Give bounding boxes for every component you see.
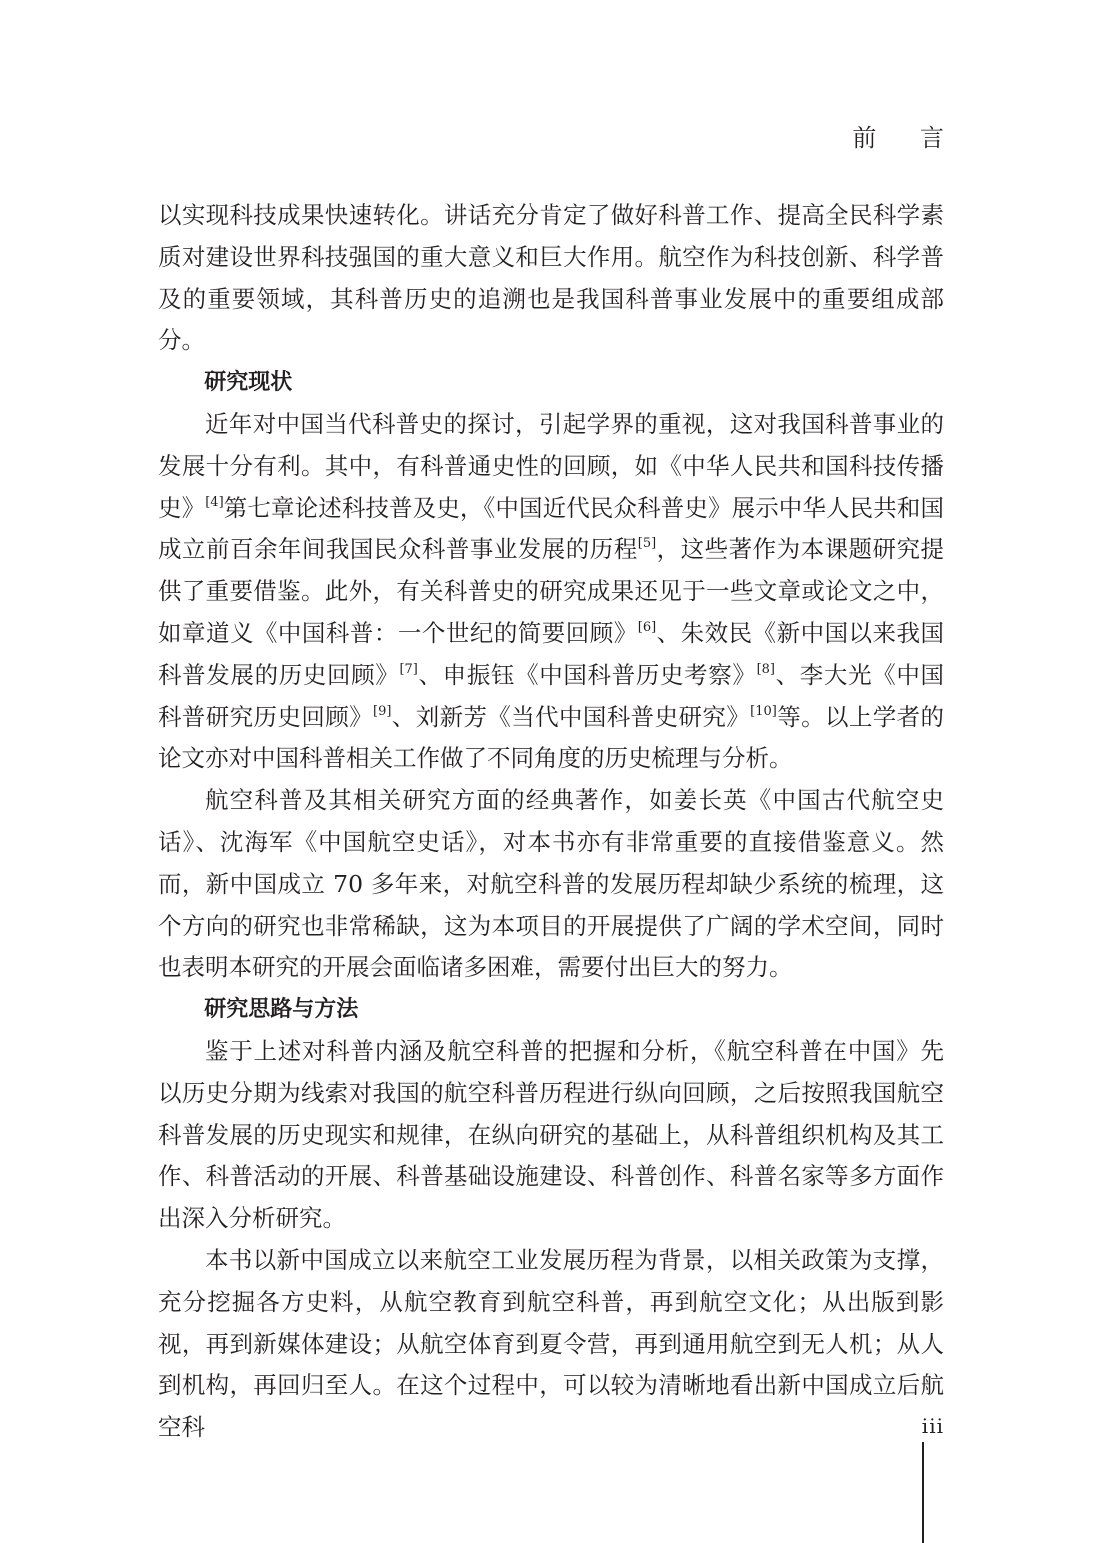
text-segment: 、朱效民《新中国以来我国科普发展的历史回顾》	[158, 618, 945, 689]
text-segment: 第七章论述科技普及史，《中国近代民众科普史》展示中华人民共和国成立前百余年间我国民众科普事业发展的历程	[158, 493, 945, 564]
section-heading-research-approach: 研究思路与方法	[204, 997, 359, 1023]
paragraph-research-status	[158, 404, 944, 780]
citation-ref-7: [7]	[399, 661, 418, 677]
citation-ref-4: [4]	[205, 494, 224, 510]
citation-ref-9: [9]	[373, 703, 392, 719]
text-segment: ，这些著作为本课题研究提供了重要借鉴。此外，有关科普史的研究成果还见于一些文章或论文之中，如章道义《中国科普：一个世纪的简要回顾》	[158, 535, 945, 647]
text-segment: 、申振钰《中国科普历史考察》	[417, 660, 757, 689]
section-heading-research-status: 研究现状	[204, 370, 293, 396]
paragraph-intro-continuation: 以实现科技成果快速转化。讲话充分肯定了做好科普工作、提高全民科学素质对建设世界科技强国的重大意义和巨大作用。航空作为科技创新、科学普及的重要领域，其科普历史的追溯也是我国科普事业发展中的重要组成部分。	[158, 201, 944, 355]
paragraph-approach: 鉴于上述对科普内涵及航空科普的把握和分析，《航空科普在中国》先以历史分期为线索对我国的航空科普历程进行纵向回顾，之后按照我国航空科普发展的历史现实和规律，在纵向研究的基础上，从科普组织机构及其工作、科普活动的开展、科普基础设施建设、科普创作、科普名家等多方面作出深入分析研究。	[158, 1036, 944, 1233]
body-text	[158, 195, 944, 1449]
text-segment: 、李大光《中国科普研究历史回顾》	[158, 660, 945, 731]
running-head: 前 言	[852, 124, 962, 152]
citation-ref-6: [6]	[637, 619, 657, 635]
text-segment: 等。以上学者的论文亦对中国科普相关工作做了不同角度的历史梳理与分析。	[158, 702, 945, 773]
text-segment: 近年对中国当代科普史的探讨，引起学界的重视，这对我国科普事业的发展十分有利。其中，有科普通史性的回顾，如《中华人民共和国科技传播史》	[158, 409, 944, 522]
paragraph-aviation-works: 航空科普及其相关研究方面的经典著作，如姜长英《中国古代航空史话》、沈海军《中国航空史话》，对本书亦有非常重要的直接借鉴意义。然而，新中国成立 70 多年来，对航空科普的发展历程却缺少系统的梳理，这个方向的研究也非常稀缺，这为本项目的开展提供了广阔的学术空间，同时也表明本研究的开展会面临诸多困难，需要付出巨大的努力。	[158, 786, 944, 982]
citation-ref-5: [5]	[637, 536, 657, 552]
text-segment: 、刘新芳《当代中国科普史研究》	[391, 702, 751, 731]
page-number: iii	[921, 1414, 944, 1438]
citation-ref-10: [10]	[750, 703, 777, 719]
paragraph-book-scope: 本书以新中国成立以来航空工业发展历程为背景，以相关政策为支撑，充分挖掘各方史料，从航空教育到航空科普，再到航空文化；从出版到影视，再到新媒体建设；从航空体育到夏令营，再到通用航空到无人机；从人到机构，再回归至人。在这个过程中，可以较为清晰地看出新中国成立后航空科	[158, 1245, 944, 1442]
citation-ref-8: [8]	[756, 661, 775, 677]
thumb-edge-rule	[922, 1442, 924, 1543]
